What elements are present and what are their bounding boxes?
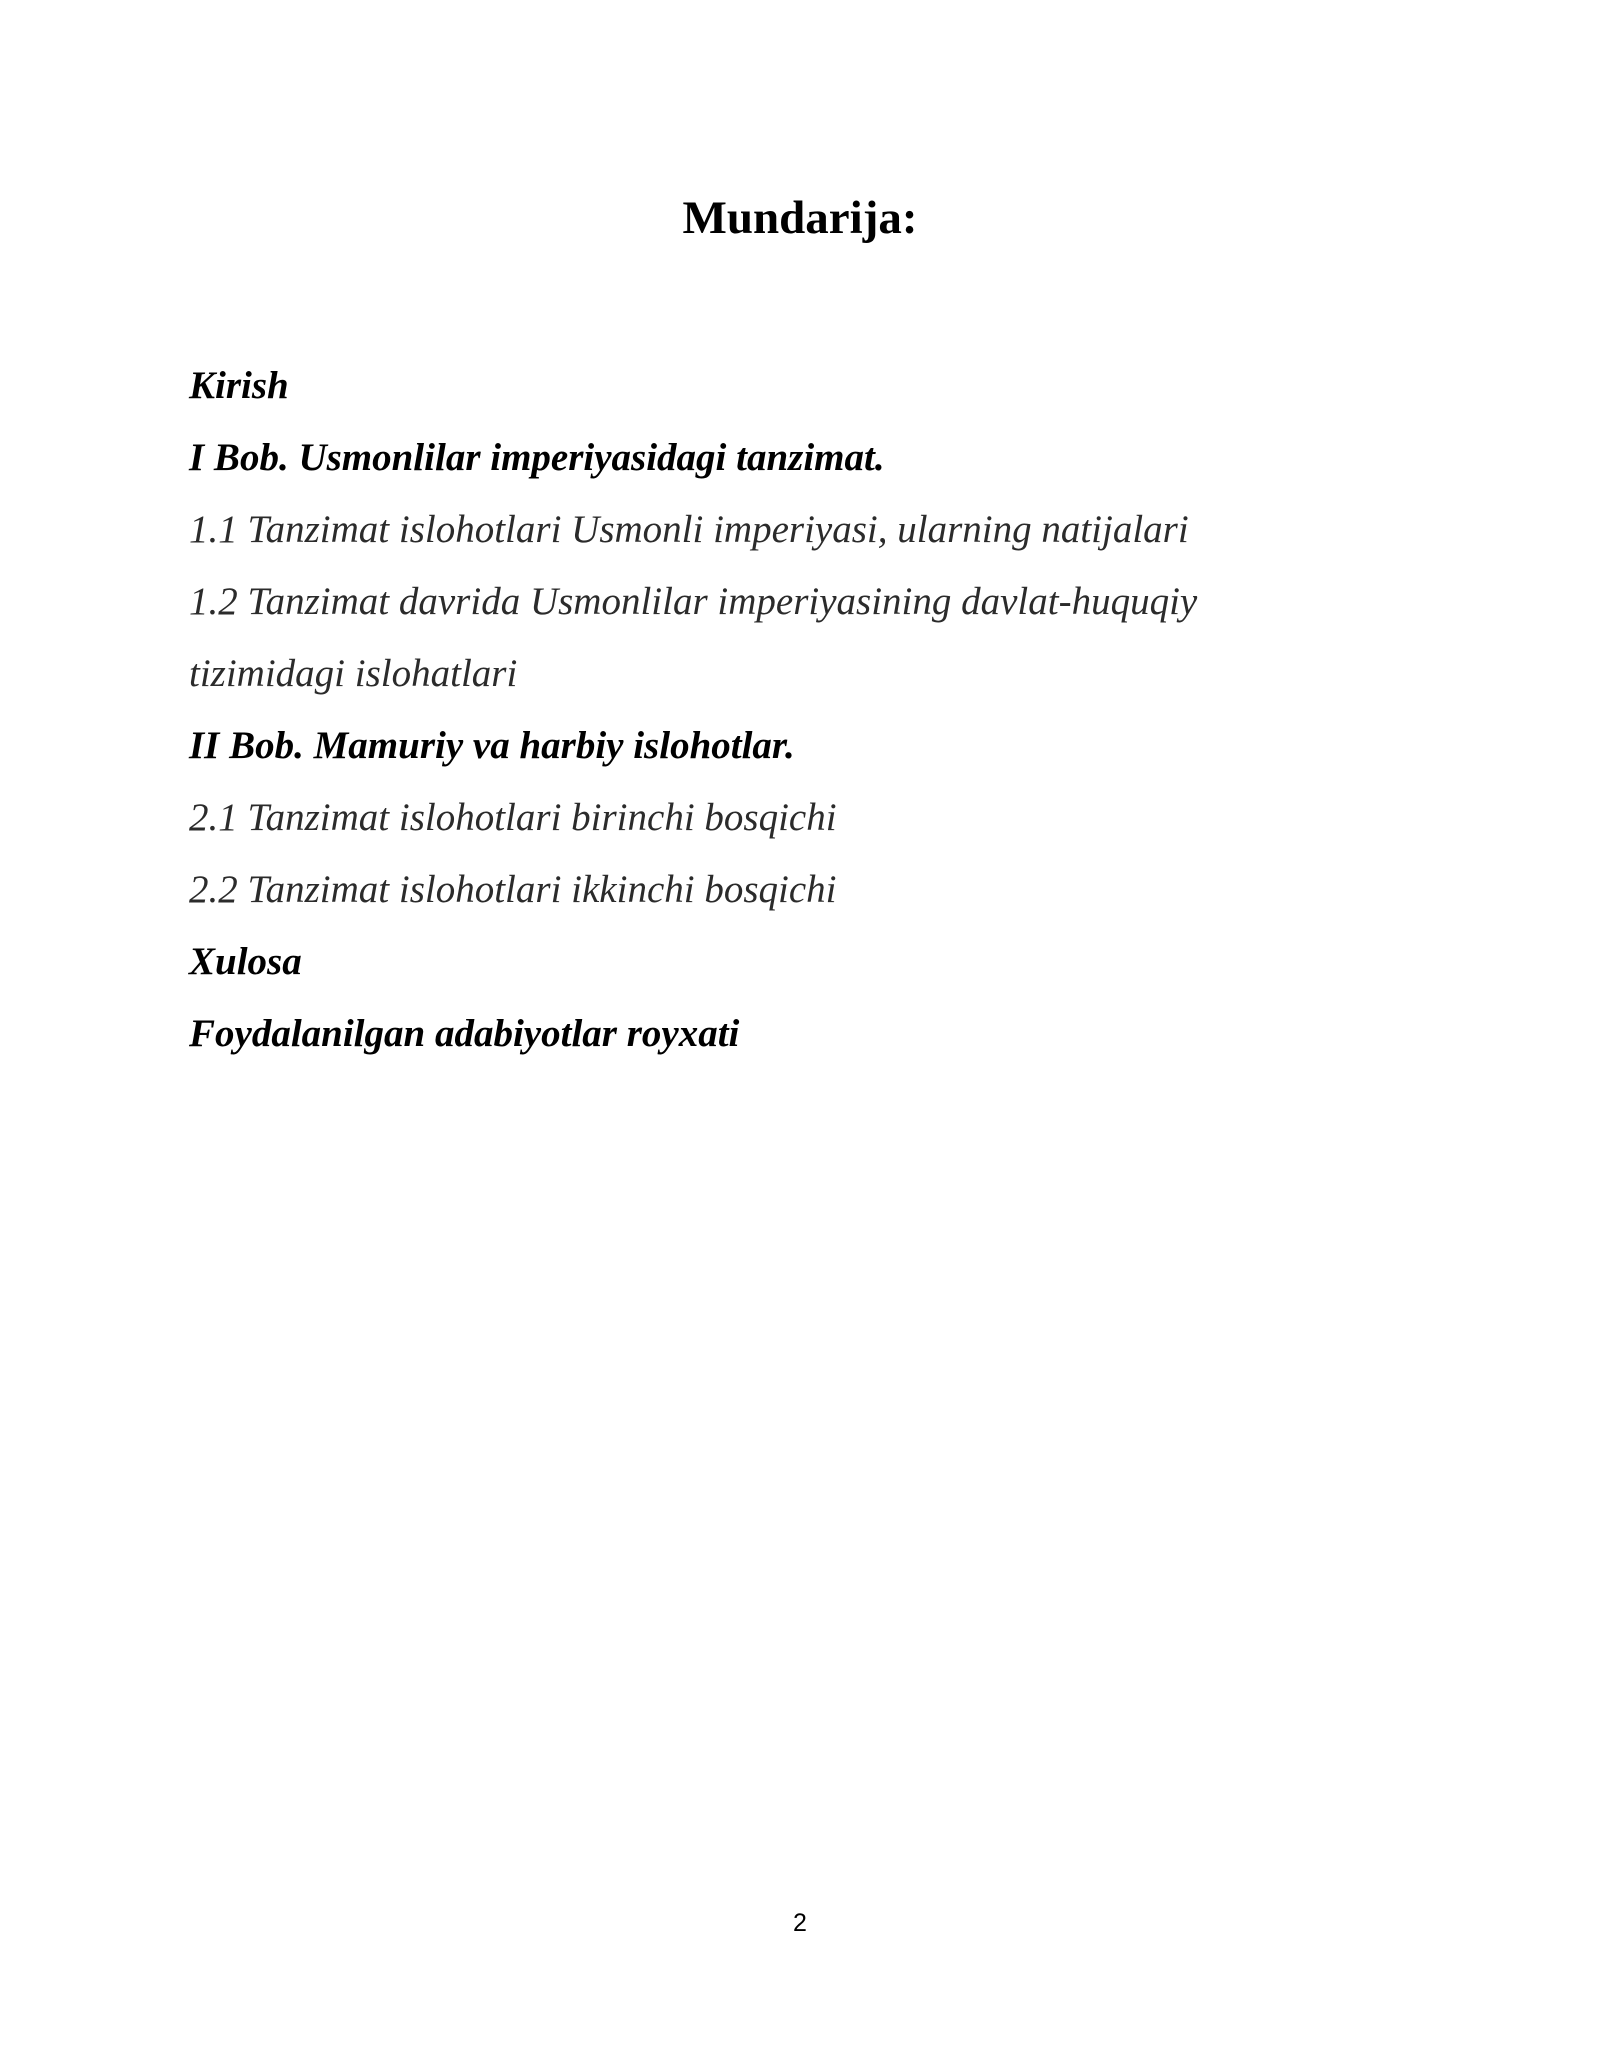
toc-entry: 1.2 Tanzimat davrida Usmonlilar imperiyasining davlat-huquqiy [189, 580, 1198, 623]
toc-entry: tizimidagi islohatlari [189, 652, 518, 695]
toc-entry: Foydalanilgan adabiyotlar royxati [189, 1012, 740, 1055]
toc-entry: 2.2 Tanzimat islohotlari ikkinchi bosqichi [189, 868, 837, 911]
toc-entry: 2.1 Tanzimat islohotlari birinchi bosqichi [189, 796, 837, 839]
page-title: Mundarija: [682, 192, 918, 244]
page-number: 2 [793, 1909, 807, 1937]
toc-entry: Xulosa [189, 940, 302, 983]
toc-entry: 1.1 Tanzimat islohotlari Usmonli imperiyasi, ularning natijalari [189, 508, 1189, 551]
table-of-contents [189, 350, 1409, 1070]
toc-entry: Kirish [189, 364, 289, 407]
toc-entry: II Bob. Mamuriy va harbiy islohotlar. [189, 724, 795, 767]
toc-entry: I Bob. Usmonlilar imperiyasidagi tanzimat. [189, 436, 885, 479]
